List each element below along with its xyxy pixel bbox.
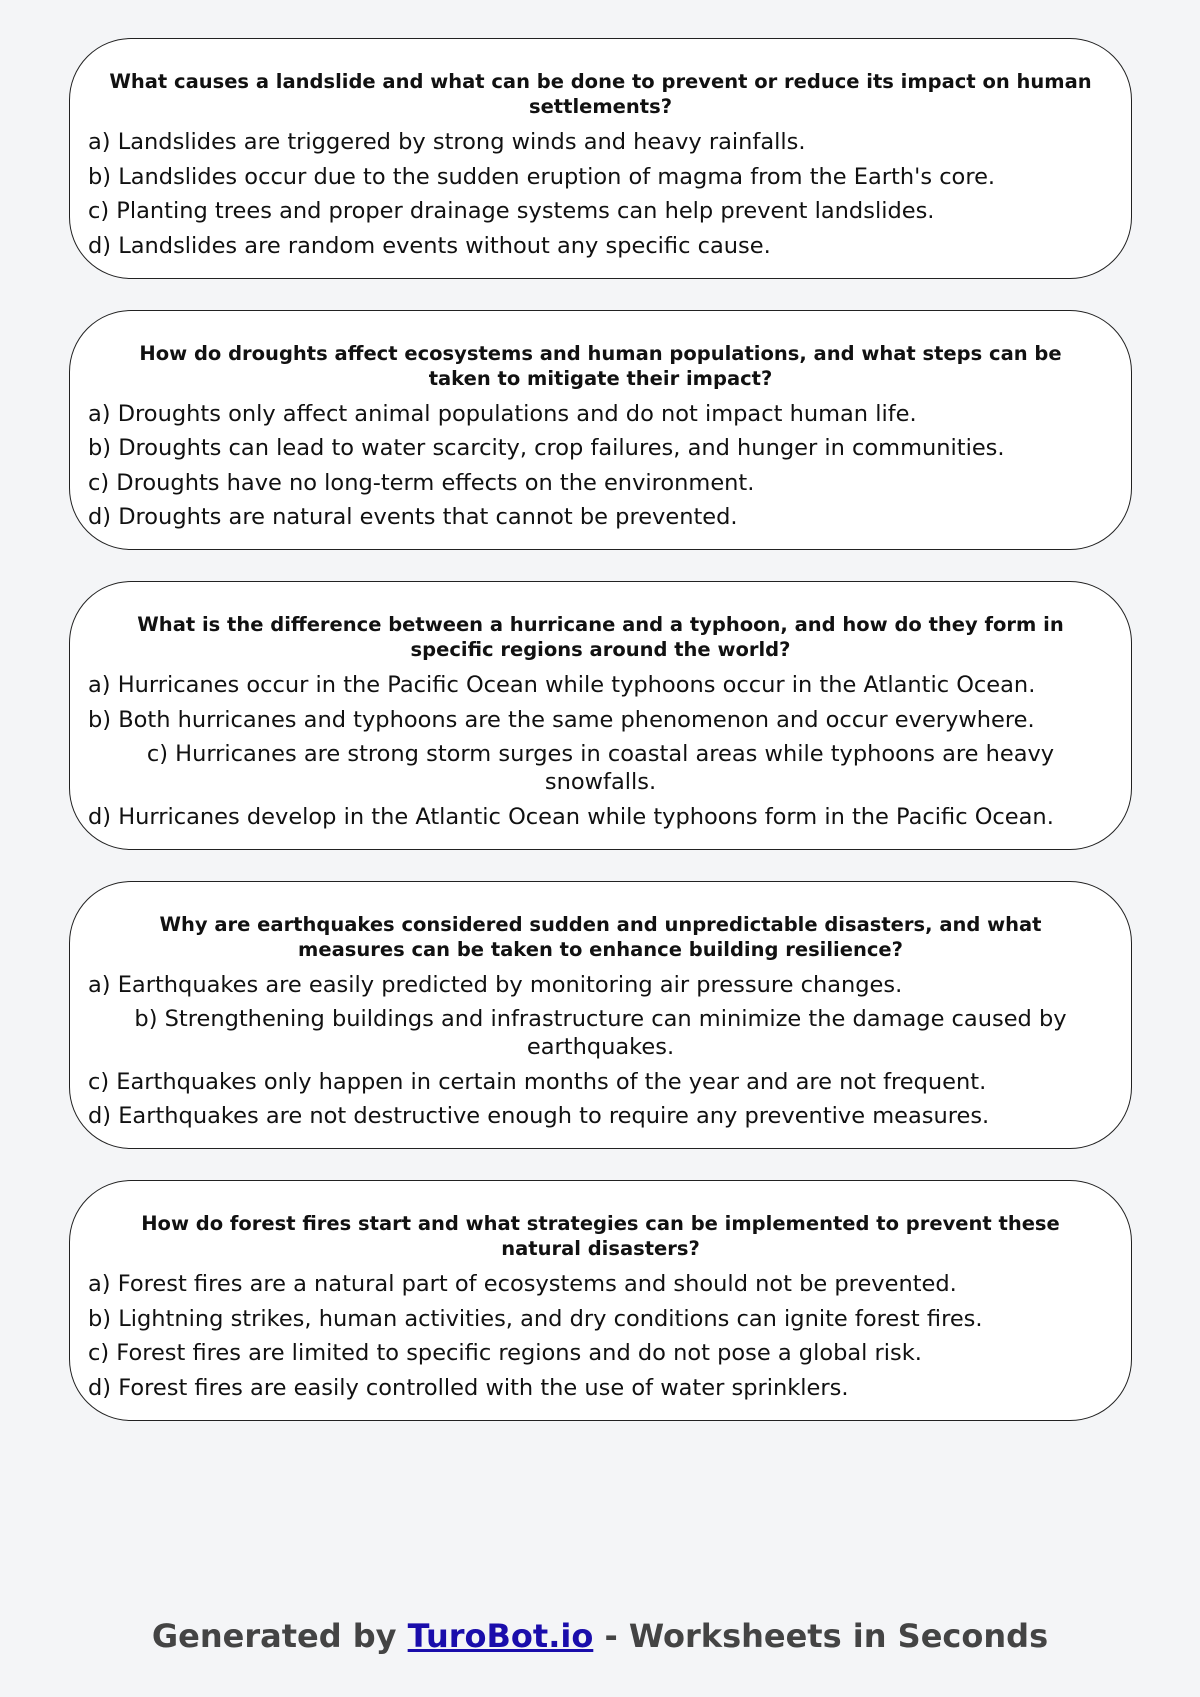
question-text: How do droughts affect ecosystems and human populations, and what steps can be taken to mitigate their impact? bbox=[139, 341, 1062, 390]
turobot-link[interactable]: TuroBot.io bbox=[407, 1617, 594, 1655]
option-b: b) Landslides occur due to the sudden eruption of magma from the Earth's core. bbox=[88, 163, 996, 190]
question-text: What causes a landslide and what can be done to prevent or reduce its impact on human settlements? bbox=[109, 70, 1092, 118]
footer bbox=[0, 1617, 1200, 1655]
option-b: b) Both hurricanes and typhoons are the same phenomenon and occur everywhere. bbox=[88, 706, 1035, 733]
option-b: b) Strengthening buildings and infrastructure can minimize the damage caused by earthquakes. bbox=[134, 1006, 1067, 1060]
option-a: a) Forest fires are a natural part of ecosystems and should not be prevented. bbox=[88, 1271, 957, 1297]
option-d: d) Hurricanes develop in the Atlantic Ocean while typhoons form in the Pacific Ocean. bbox=[88, 803, 1054, 830]
question-text: Why are earthquakes considered sudden and unpredictable disasters, and what measures can be taken to enhance building resilience? bbox=[159, 912, 1042, 961]
option-d: d) Droughts are natural events that cannot be prevented. bbox=[88, 504, 738, 530]
question-list bbox=[69, 38, 1132, 1452]
option-list bbox=[88, 128, 1113, 260]
option-d: d) Earthquakes are not destructive enough to require any preventive measures. bbox=[88, 1103, 990, 1129]
option-b: b) Droughts can lead to water scarcity, crop failures, and hunger in communities. bbox=[88, 435, 1005, 461]
footer-prefix: Generated by bbox=[151, 1617, 408, 1655]
option-d: d) Forest fires are easily controlled with the use of water sprinklers. bbox=[88, 1374, 849, 1401]
question-text: How do forest fires start and what strategies can be implemented to prevent these natural disasters? bbox=[141, 1212, 1060, 1260]
option-c: c) Forest fires are limited to specific regions and do not pose a global risk. bbox=[88, 1340, 922, 1366]
option-c: c) Planting trees and proper drainage systems can help prevent landslides. bbox=[88, 198, 935, 224]
option-a: a) Landslides are triggered by strong winds and heavy rainfalls. bbox=[88, 129, 806, 155]
option-c: c) Hurricanes are strong storm surges in coastal areas while typhoons are heavy snowfalls. bbox=[146, 741, 1055, 795]
question-text: What is the difference between a hurricane and a typhoon, and how do they form in specific regions around the world? bbox=[137, 613, 1064, 661]
option-d: d) Landslides are random events without any specific cause. bbox=[88, 232, 771, 259]
option-list bbox=[88, 671, 1113, 831]
option-list bbox=[88, 400, 1113, 532]
question-card-1 bbox=[69, 38, 1132, 279]
option-c: c) Earthquakes only happen in certain months of the year and are not frequent. bbox=[88, 1068, 987, 1095]
question-card-3 bbox=[69, 581, 1132, 850]
option-a: a) Droughts only affect animal populations and do not impact human life. bbox=[88, 400, 917, 427]
option-list bbox=[88, 971, 1113, 1131]
footer-suffix: - Worksheets in Seconds bbox=[593, 1617, 1049, 1655]
option-a: a) Hurricanes occur in the Pacific Ocean while typhoons occur in the Atlantic Ocean. bbox=[88, 672, 1036, 698]
question-card-4 bbox=[69, 881, 1132, 1150]
option-c: c) Droughts have no long-term effects on the environment. bbox=[88, 469, 755, 496]
question-card-2 bbox=[69, 310, 1132, 551]
option-b: b) Lightning strikes, human activities, and dry conditions can ignite forest fires. bbox=[88, 1305, 983, 1332]
option-list bbox=[88, 1270, 1113, 1402]
option-a: a) Earthquakes are easily predicted by monitoring air pressure changes. bbox=[88, 971, 903, 998]
question-card-5 bbox=[69, 1180, 1132, 1421]
